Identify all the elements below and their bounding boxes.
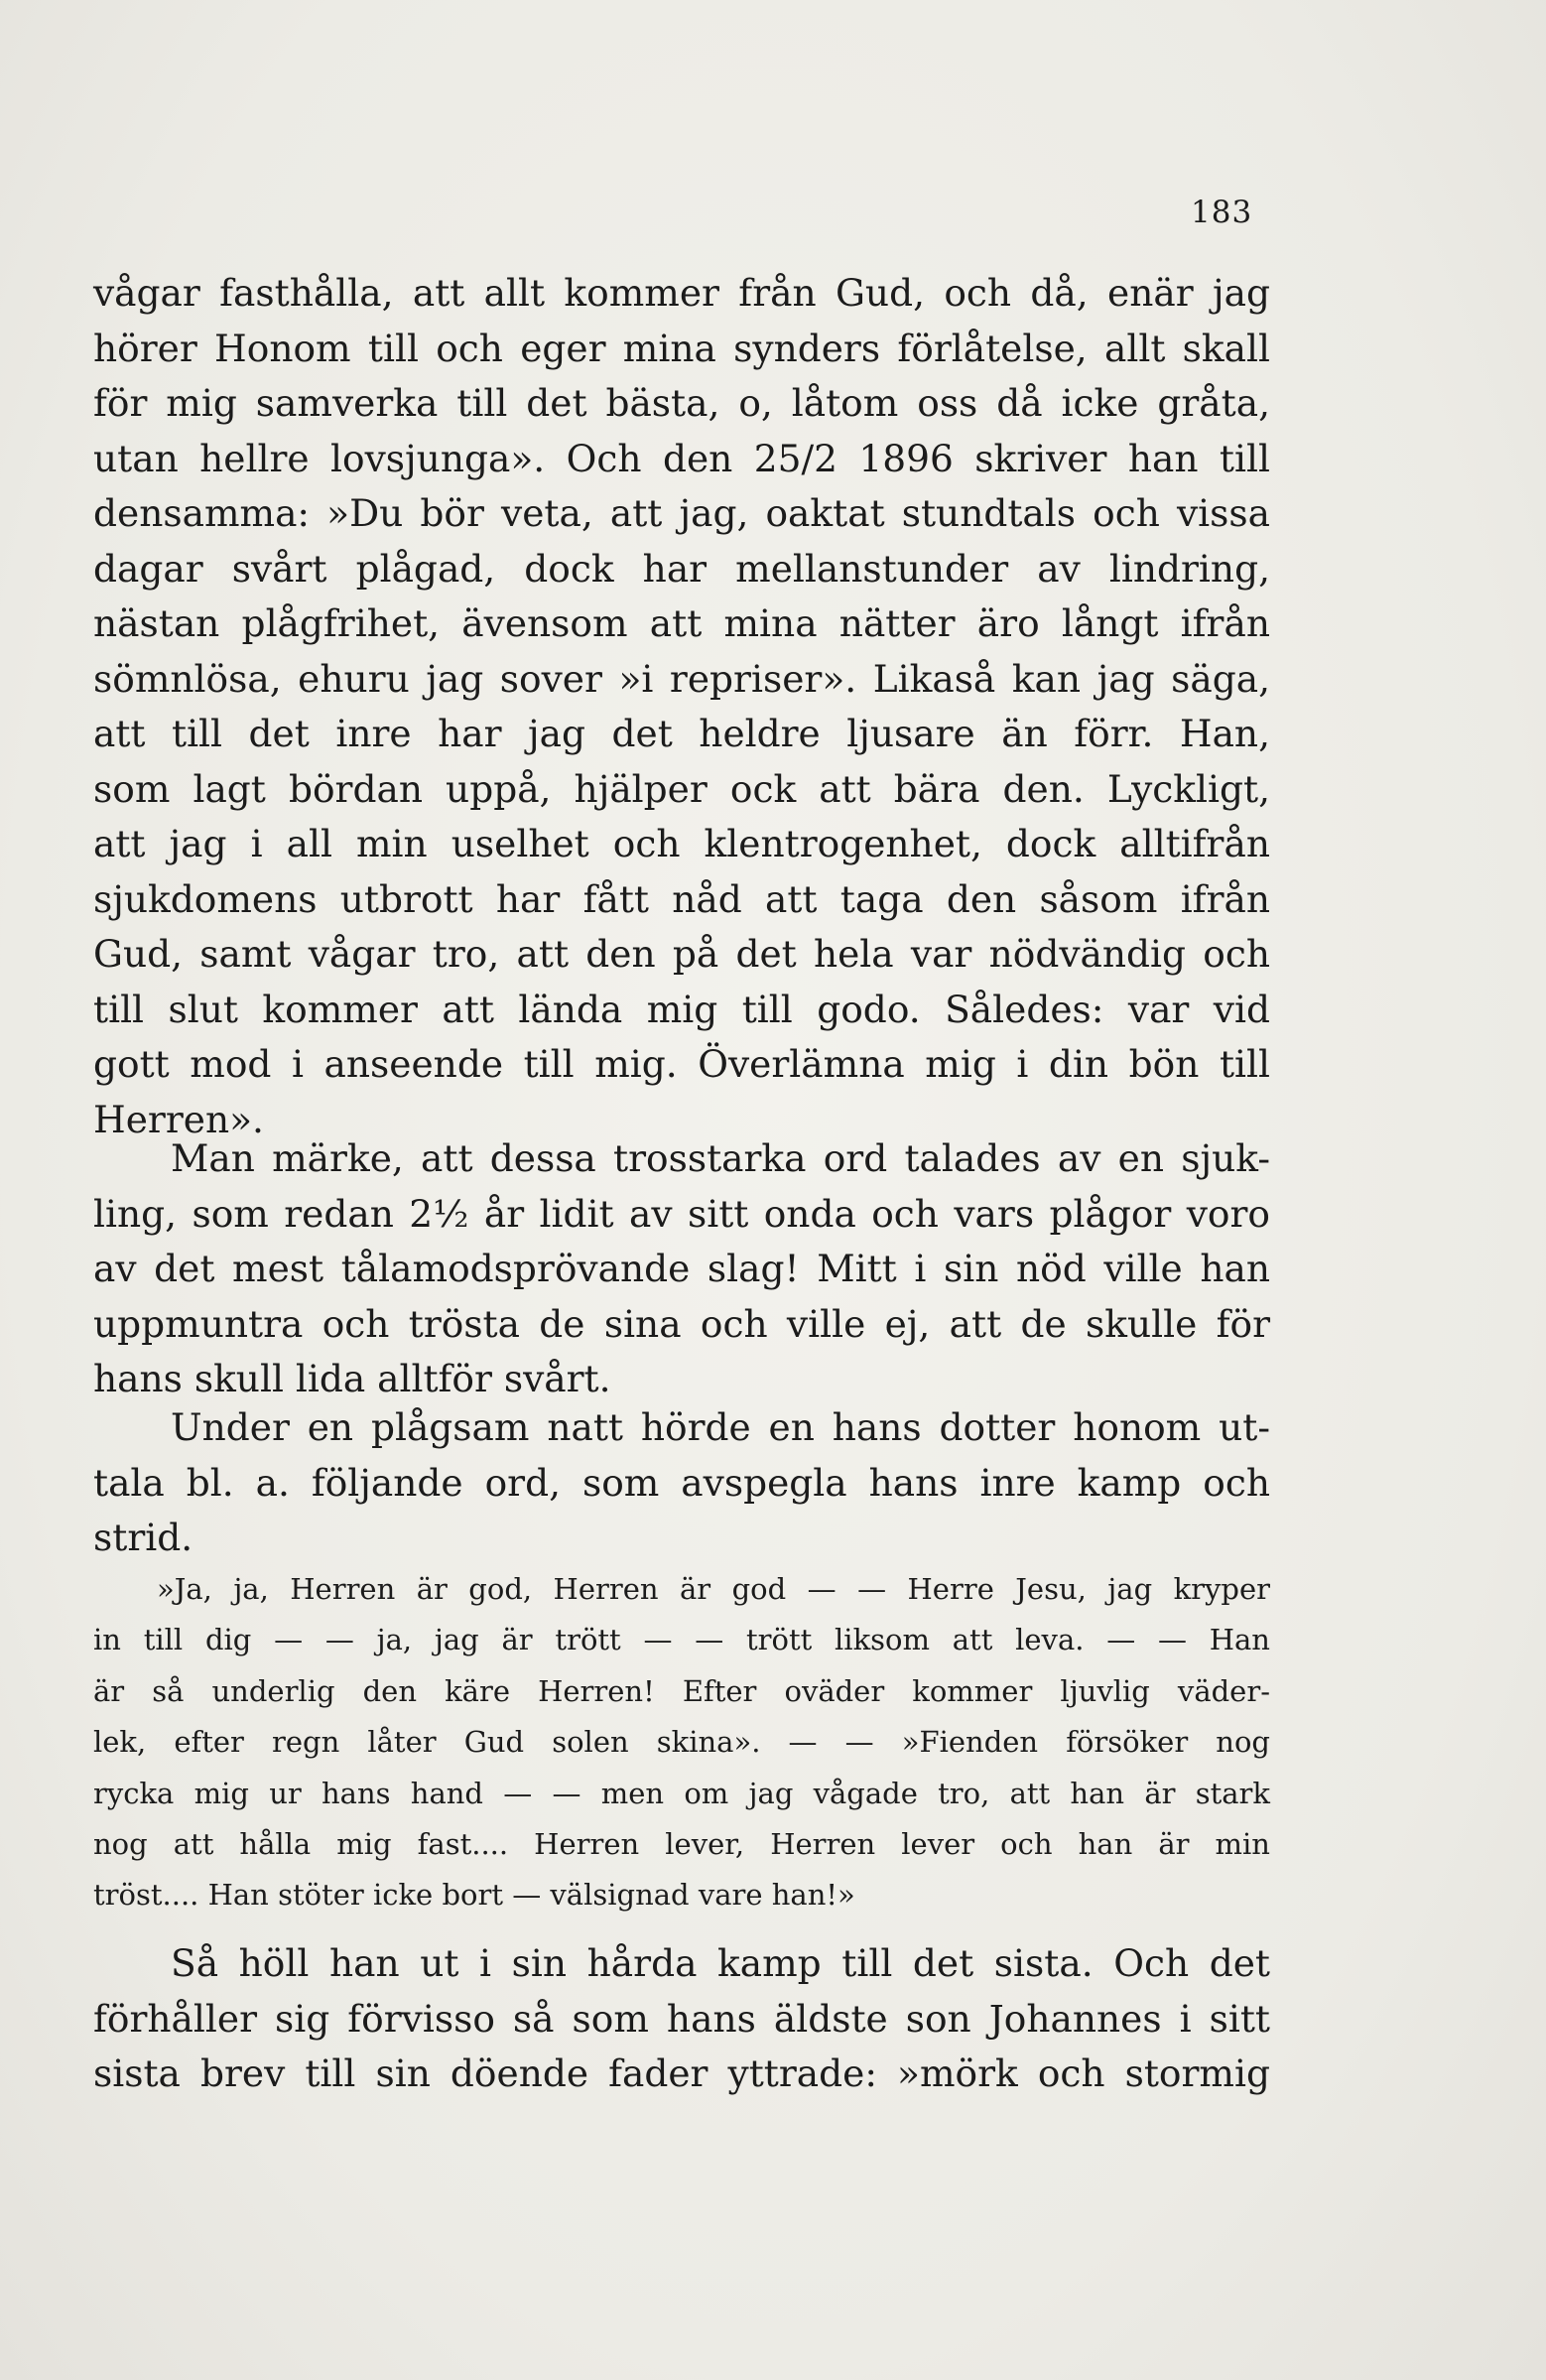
text-line: gott mod i anseende till mig. Överlämna mig i din bön till — [93, 1042, 1270, 1086]
text-line: förhåller sig förvisso så som hans äldste son Johannes i sitt — [93, 1996, 1270, 2041]
text-line: att jag i all min uselhet och klentrogenhet, dock alltifrån — [93, 822, 1270, 865]
quote-line: nog att hålla mig fast.... Herren lever, Herren lever och han är min — [93, 1826, 1270, 1861]
quote-line: tröst.... Han stöter icke bort — välsignad vare han!» — [93, 1878, 855, 1913]
text-line: nästan plågfrihet, ävensom att mina nätter äro långt ifrån — [93, 601, 1270, 645]
quote-line: in till dig — — ja, jag är trött — — trött liksom att leva. — — Han — [93, 1623, 1270, 1657]
quote-line: lek, efter regn låter Gud solen skina». — — »Fienden försöker nog — [93, 1725, 1270, 1760]
text-line: att till det inre har jag det heldre ljusare än förr. Han, — [93, 712, 1270, 755]
text-line: för mig samverka till det bästa, o, låtom oss då icke gråta, — [93, 381, 1270, 425]
text-line: sjukdomens utbrott har fått nåd att taga den såsom ifrån — [93, 876, 1270, 921]
text-line: strid. — [93, 1516, 193, 1559]
text-line: sista brev till sin döende fader yttrade: »mörk och stormig — [93, 2051, 1270, 2095]
text-line: Under en plågsam natt hörde en hans dotter honom ut- — [171, 1405, 1270, 1449]
quote-line: är så underlig den käre Herren! Efter oväder kommer ljuvlig väder- — [93, 1673, 1270, 1708]
paragraph-4 — [93, 1936, 1270, 2102]
page-number: 183 — [1191, 195, 1253, 230]
paragraph-2 — [93, 1131, 1270, 1407]
quote-line: »Ja, ja, Herren är god, Herren är god — — Herre Jesu, jag kryper — [157, 1572, 1270, 1606]
text-line: hörer Honom till och eger mina synders förlåtelse, allt skall — [93, 326, 1270, 370]
text-line: uppmuntra och trösta de sina och ville ej, att de skulle för — [93, 1301, 1270, 1346]
text-line: av det mest tålamodsprövande slag! Mitt i sin nöd ville han — [93, 1247, 1270, 1290]
text-line: hans skull lida alltför svårt. — [93, 1357, 611, 1400]
text-line: ling, som redan 2½ år lidit av sitt onda och vars plågor voro — [93, 1191, 1270, 1236]
text-line: densamma: »Du bör veta, att jag, oaktat stundtals och vissa — [93, 491, 1270, 535]
paragraph-3 — [93, 1400, 1270, 1566]
text-line: vågar fasthålla, att allt kommer från Gud, och då, enär jag — [93, 271, 1270, 315]
text-line: sömnlösa, ehuru jag sover »i repriser». Likaså kan jag säga, — [93, 656, 1270, 701]
text-line: Gud, samt vågar tro, att den på det hela var nödvändig och — [93, 932, 1270, 976]
text-line: som lagt bördan uppå, hjälper ock att bära den. Lyckligt, — [93, 766, 1270, 811]
text-line: tala bl. a. följande ord, som avspegla hans inre kamp och — [93, 1460, 1270, 1505]
text-line: Man märke, att dessa trosstarka ord talades av en sjuk- — [171, 1136, 1270, 1180]
text-line: Så höll han ut i sin hårda kamp till det sista. Och det — [171, 1941, 1270, 1985]
text-line: till slut kommer att lända mig till godo. Således: var vid — [93, 987, 1270, 1031]
text-line: dagar svårt plågad, dock har mellanstunder av lindring, — [93, 546, 1270, 591]
quote-block — [93, 1564, 1270, 1921]
text-line: Herren». — [93, 1097, 264, 1141]
paragraph-1 — [93, 266, 1270, 1147]
text-line: utan hellre lovsjunga». Och den 25/2 1896 skriver han till — [93, 436, 1270, 480]
quote-line: rycka mig ur hans hand — — men om jag vågade tro, att han är stark — [93, 1776, 1270, 1810]
